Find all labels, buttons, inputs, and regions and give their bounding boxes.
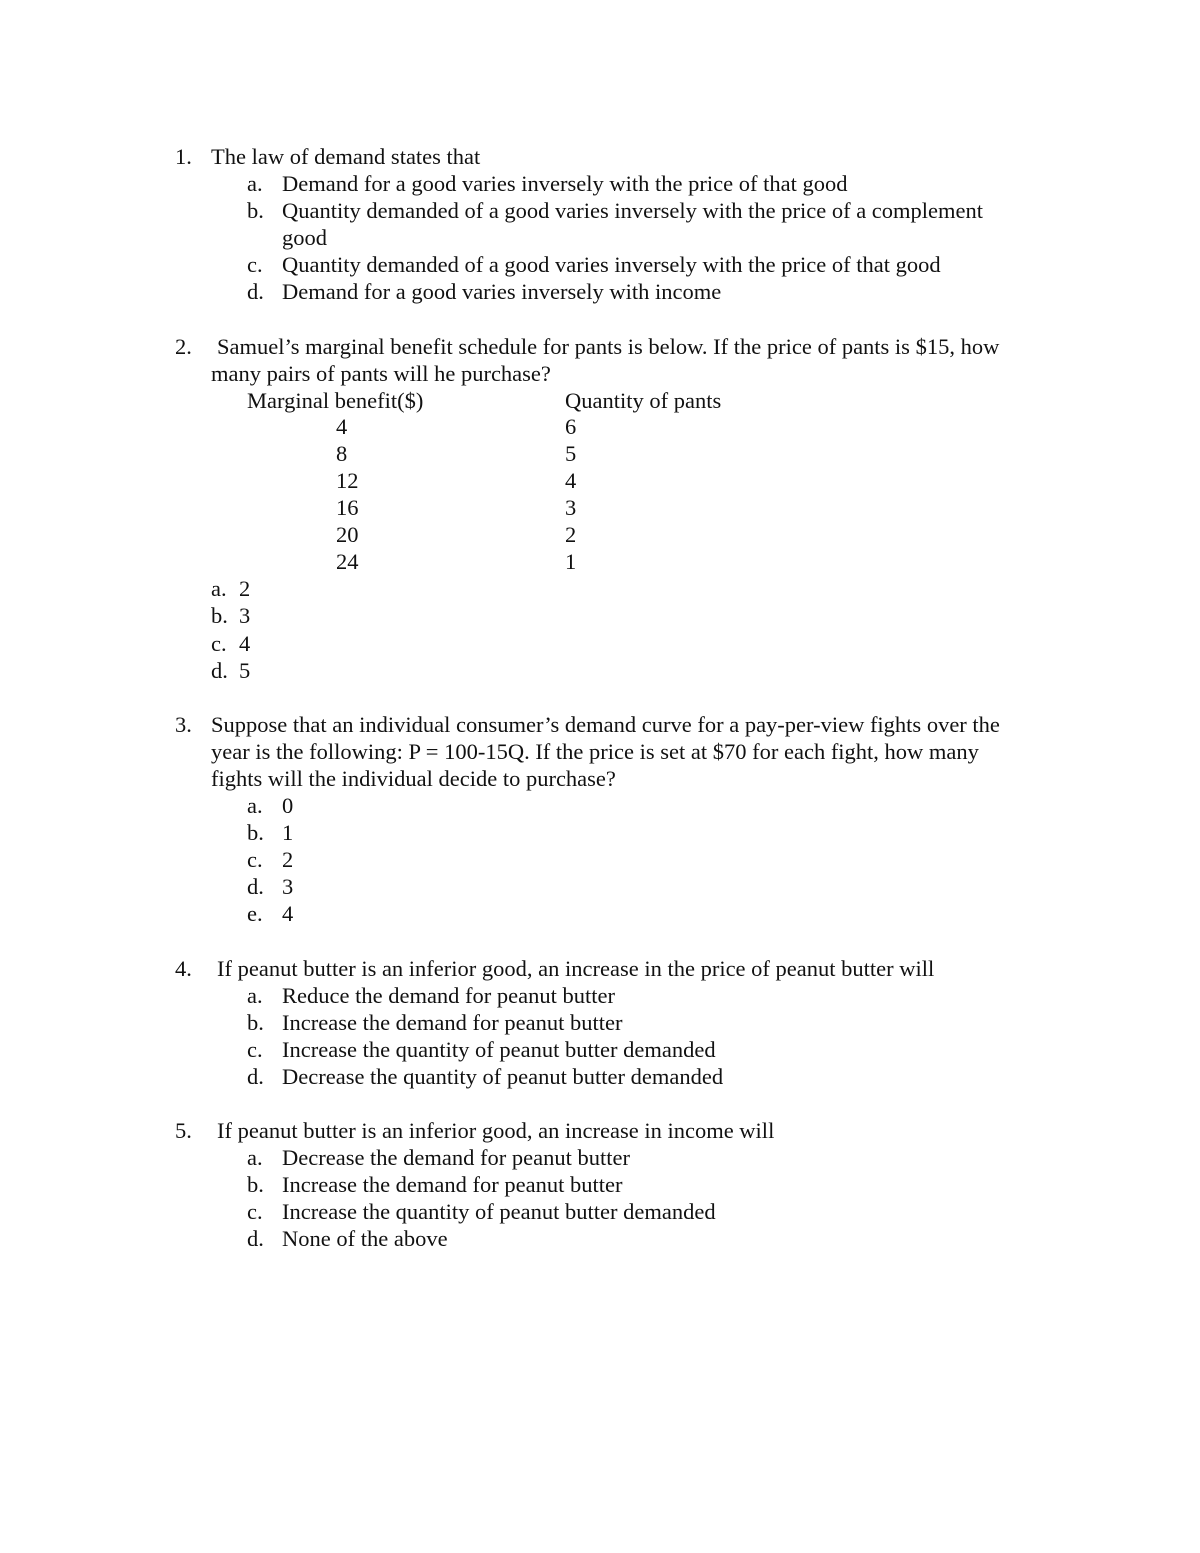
option-label: c.	[247, 1037, 263, 1062]
table-cell: 20	[336, 522, 359, 547]
question-stem: Suppose that an individual consumer’s demand curve for a pay-per-view fights over the	[211, 712, 1000, 737]
option-label: b.	[247, 820, 264, 845]
table-header: Marginal benefit($)	[247, 388, 424, 413]
option-text: Increase the demand for peanut butter	[282, 1010, 623, 1035]
option-label: d.	[247, 279, 264, 304]
question-number: 4.	[175, 956, 192, 981]
option-text: 2	[282, 847, 294, 872]
table-cell: 3	[565, 495, 577, 520]
question-number: 5.	[175, 1118, 192, 1143]
option-text: Increase the demand for peanut butter	[282, 1172, 623, 1197]
table-header: Quantity of pants	[565, 388, 722, 413]
option-label: e.	[247, 901, 263, 926]
option-label: d.	[247, 874, 264, 899]
question-stem: If peanut butter is an inferior good, an increase in income will	[217, 1118, 775, 1143]
table-cell: 8	[336, 441, 348, 466]
question-stem: many pairs of pants will he purchase?	[211, 361, 551, 386]
option-label: a.	[247, 983, 263, 1008]
table-cell: 4	[336, 414, 348, 439]
option-label: d.	[247, 1064, 264, 1089]
option-label: c.	[247, 1199, 263, 1224]
option-label: c.	[247, 252, 263, 277]
option-label: a.	[247, 1145, 263, 1170]
option-text: Decrease the demand for peanut butter	[282, 1145, 630, 1170]
option-text: 3	[282, 874, 294, 899]
option-text: Demand for a good varies inversely with income	[282, 279, 722, 304]
table-cell: 6	[565, 414, 577, 439]
option-label: a.	[247, 171, 263, 196]
option-label: c.	[211, 631, 227, 656]
table-cell: 4	[565, 468, 577, 493]
question-number: 2.	[175, 334, 192, 359]
option-label: a.	[211, 576, 227, 601]
option-text: 5	[239, 658, 251, 683]
option-text: 1	[282, 820, 294, 845]
table-cell: 5	[565, 441, 577, 466]
question-stem: If peanut butter is an inferior good, an increase in the price of peanut butter will	[217, 956, 935, 981]
option-label: c.	[247, 847, 263, 872]
option-text: Demand for a good varies inversely with the price of that good	[282, 171, 848, 196]
option-label: b.	[247, 1172, 264, 1197]
option-text: Increase the quantity of peanut butter demanded	[282, 1199, 716, 1224]
option-label: b.	[247, 198, 264, 223]
option-label: d.	[211, 658, 228, 683]
option-text: Quantity demanded of a good varies inversely with the price of that good	[282, 252, 941, 277]
table-cell: 2	[565, 522, 577, 547]
option-label: a.	[247, 793, 263, 818]
question-stem: fights will the individual decide to purchase?	[211, 766, 616, 791]
question-stem: The law of demand states that	[211, 144, 481, 169]
question-stem: Samuel’s marginal benefit schedule for pants is below. If the price of pants is $15, how	[217, 334, 1000, 359]
option-text: Increase the quantity of peanut butter demanded	[282, 1037, 716, 1062]
table-cell: 12	[336, 468, 359, 493]
question-stem: year is the following: P = 100-15Q. If the price is set at $70 for each fight, how many	[211, 739, 979, 764]
option-text: None of the above	[282, 1226, 448, 1251]
option-text: 3	[239, 603, 251, 628]
option-text: 4	[282, 901, 294, 926]
table-cell: 24	[336, 549, 359, 574]
question-number: 3.	[175, 712, 192, 737]
option-text: Quantity demanded of a good varies inversely with the price of a complement	[282, 198, 984, 223]
option-text: good	[282, 225, 327, 250]
option-text: 2	[239, 576, 251, 601]
option-text: Decrease the quantity of peanut butter demanded	[282, 1064, 724, 1089]
option-text: Reduce the demand for peanut butter	[282, 983, 615, 1008]
table-cell: 1	[565, 549, 577, 574]
question-number: 1.	[175, 144, 192, 169]
option-text: 0	[282, 793, 294, 818]
option-label: b.	[247, 1010, 264, 1035]
option-label: d.	[247, 1226, 264, 1251]
table-cell: 16	[336, 495, 359, 520]
option-text: 4	[239, 631, 251, 656]
option-label: b.	[211, 603, 228, 628]
